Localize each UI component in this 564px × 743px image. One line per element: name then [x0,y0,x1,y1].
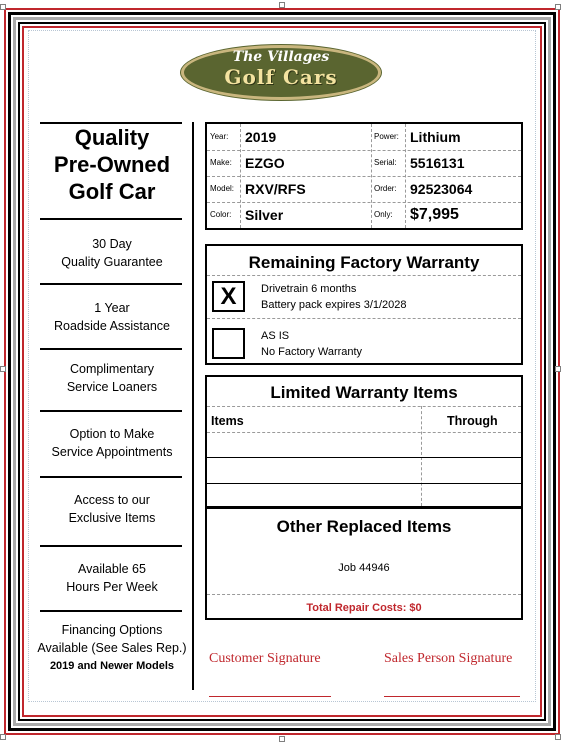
left-rule [40,410,182,412]
column-divider [192,122,194,690]
order-label: Order: [374,184,397,193]
limited-warranty-box [205,375,523,508]
benefit-item [36,491,188,527]
left-rule [40,218,182,220]
benefit-item [36,560,188,596]
resize-handle-top-left[interactable] [0,4,6,10]
benefit-line: Exclusive Items [68,511,156,525]
benefit-line: Available 65 [78,562,146,576]
table-row [207,457,521,458]
benefit-line: Access to our [74,493,150,507]
left-rule [40,476,182,478]
benefit-line: Quality Guarantee [61,255,163,269]
limited-warranty-title: Limited Warranty Items [270,383,458,402]
power-value: Lithium [410,129,461,145]
benefit-item [36,360,188,396]
company-logo [181,45,381,100]
year-value: 2019 [245,129,277,145]
benefit-line: Roadside Assistance [53,319,171,333]
year-label: Year: [210,132,229,141]
color-label: Color: [210,210,232,219]
model-value: RXV/RFS [245,181,306,197]
resize-handle-bottom-left[interactable] [0,734,6,740]
limited-divider [207,406,521,407]
left-rule [40,610,182,612]
other-replaced-title: Other Replaced Items [276,517,452,536]
benefit-item [36,235,188,271]
customer-signature-label: Customer Signature [209,651,321,666]
limited-col-divider [421,406,422,506]
resize-handle-top-right[interactable] [555,4,561,10]
as-is-text [261,328,362,360]
left-rule [40,283,182,285]
sales-signature-line[interactable] [384,696,520,697]
price-label: Only: [374,210,393,219]
through-column-header: Through [447,414,498,428]
warranty-option-line: Battery pack expires 3/1/2028 [261,299,407,311]
financing-models: 2019 and Newer Models [49,660,175,672]
benefit-line: Complimentary [69,362,155,376]
customer-signature-line[interactable] [209,696,331,697]
financing-note [36,621,188,675]
benefit-line: 30 Day [92,237,132,251]
resize-handle-right[interactable] [555,366,561,372]
warranty-divider [207,318,521,319]
sales-signature-label: Sales Person Signature [384,651,513,666]
warranty-option-line: Drivetrain 6 months [261,283,357,295]
benefit-item [36,425,188,461]
price-value: $7,995 [410,206,459,223]
resize-handle-left[interactable] [0,366,6,372]
benefit-line: Hours Per Week [66,580,158,594]
resize-handle-bottom[interactable] [279,736,285,742]
serial-value: 5516131 [410,155,465,171]
factory-warranty-box [205,244,523,365]
title-line-1: Quality [74,125,150,150]
make-value: EZGO [245,155,285,171]
table-row [207,483,521,484]
benefit-line: Service Appointments [51,445,173,459]
warranty-option-text [261,281,407,313]
left-rule [40,348,182,350]
financing-line: Available (See Sales Rep.) [37,641,187,655]
logo-product-text: Golf Cars [224,65,338,89]
power-label: Power: [374,132,399,141]
benefit-line: Service Loaners [66,380,158,394]
warranty-option-checkbox[interactable]: X [212,281,245,312]
serial-label: Serial: [374,158,397,167]
job-number: Job 44946 [338,562,390,574]
resize-handle-top[interactable] [279,2,285,8]
warranty-title: Remaining Factory Warranty [248,253,480,272]
resize-handle-bottom-right[interactable] [555,734,561,740]
financing-line: Financing Options [61,623,163,637]
other-divider [207,594,521,595]
model-label: Model: [210,184,235,193]
vehicle-specs-box [205,122,523,230]
total-repair-costs: Total Repair Costs: $0 [306,602,422,614]
logo-brand-text: The Villages [232,49,330,65]
title-line-2: Pre-Owned [53,152,171,177]
color-value: Silver [245,207,284,223]
benefit-line: 1 Year [94,301,130,315]
table-row [207,432,521,433]
make-label: Make: [210,158,232,167]
items-column-header: Items [211,414,244,428]
other-replaced-box [205,507,523,620]
benefit-item [36,299,188,335]
left-rule [40,545,182,547]
warranty-divider [207,275,521,276]
title-line-3: Golf Car [68,179,156,204]
as-is-checkbox[interactable] [212,328,245,359]
as-is-line: AS IS [261,330,290,342]
order-value: 92523064 [410,181,473,197]
page-title [42,124,182,205]
as-is-line: No Factory Warranty [261,346,363,358]
benefit-line: Option to Make [69,427,155,441]
